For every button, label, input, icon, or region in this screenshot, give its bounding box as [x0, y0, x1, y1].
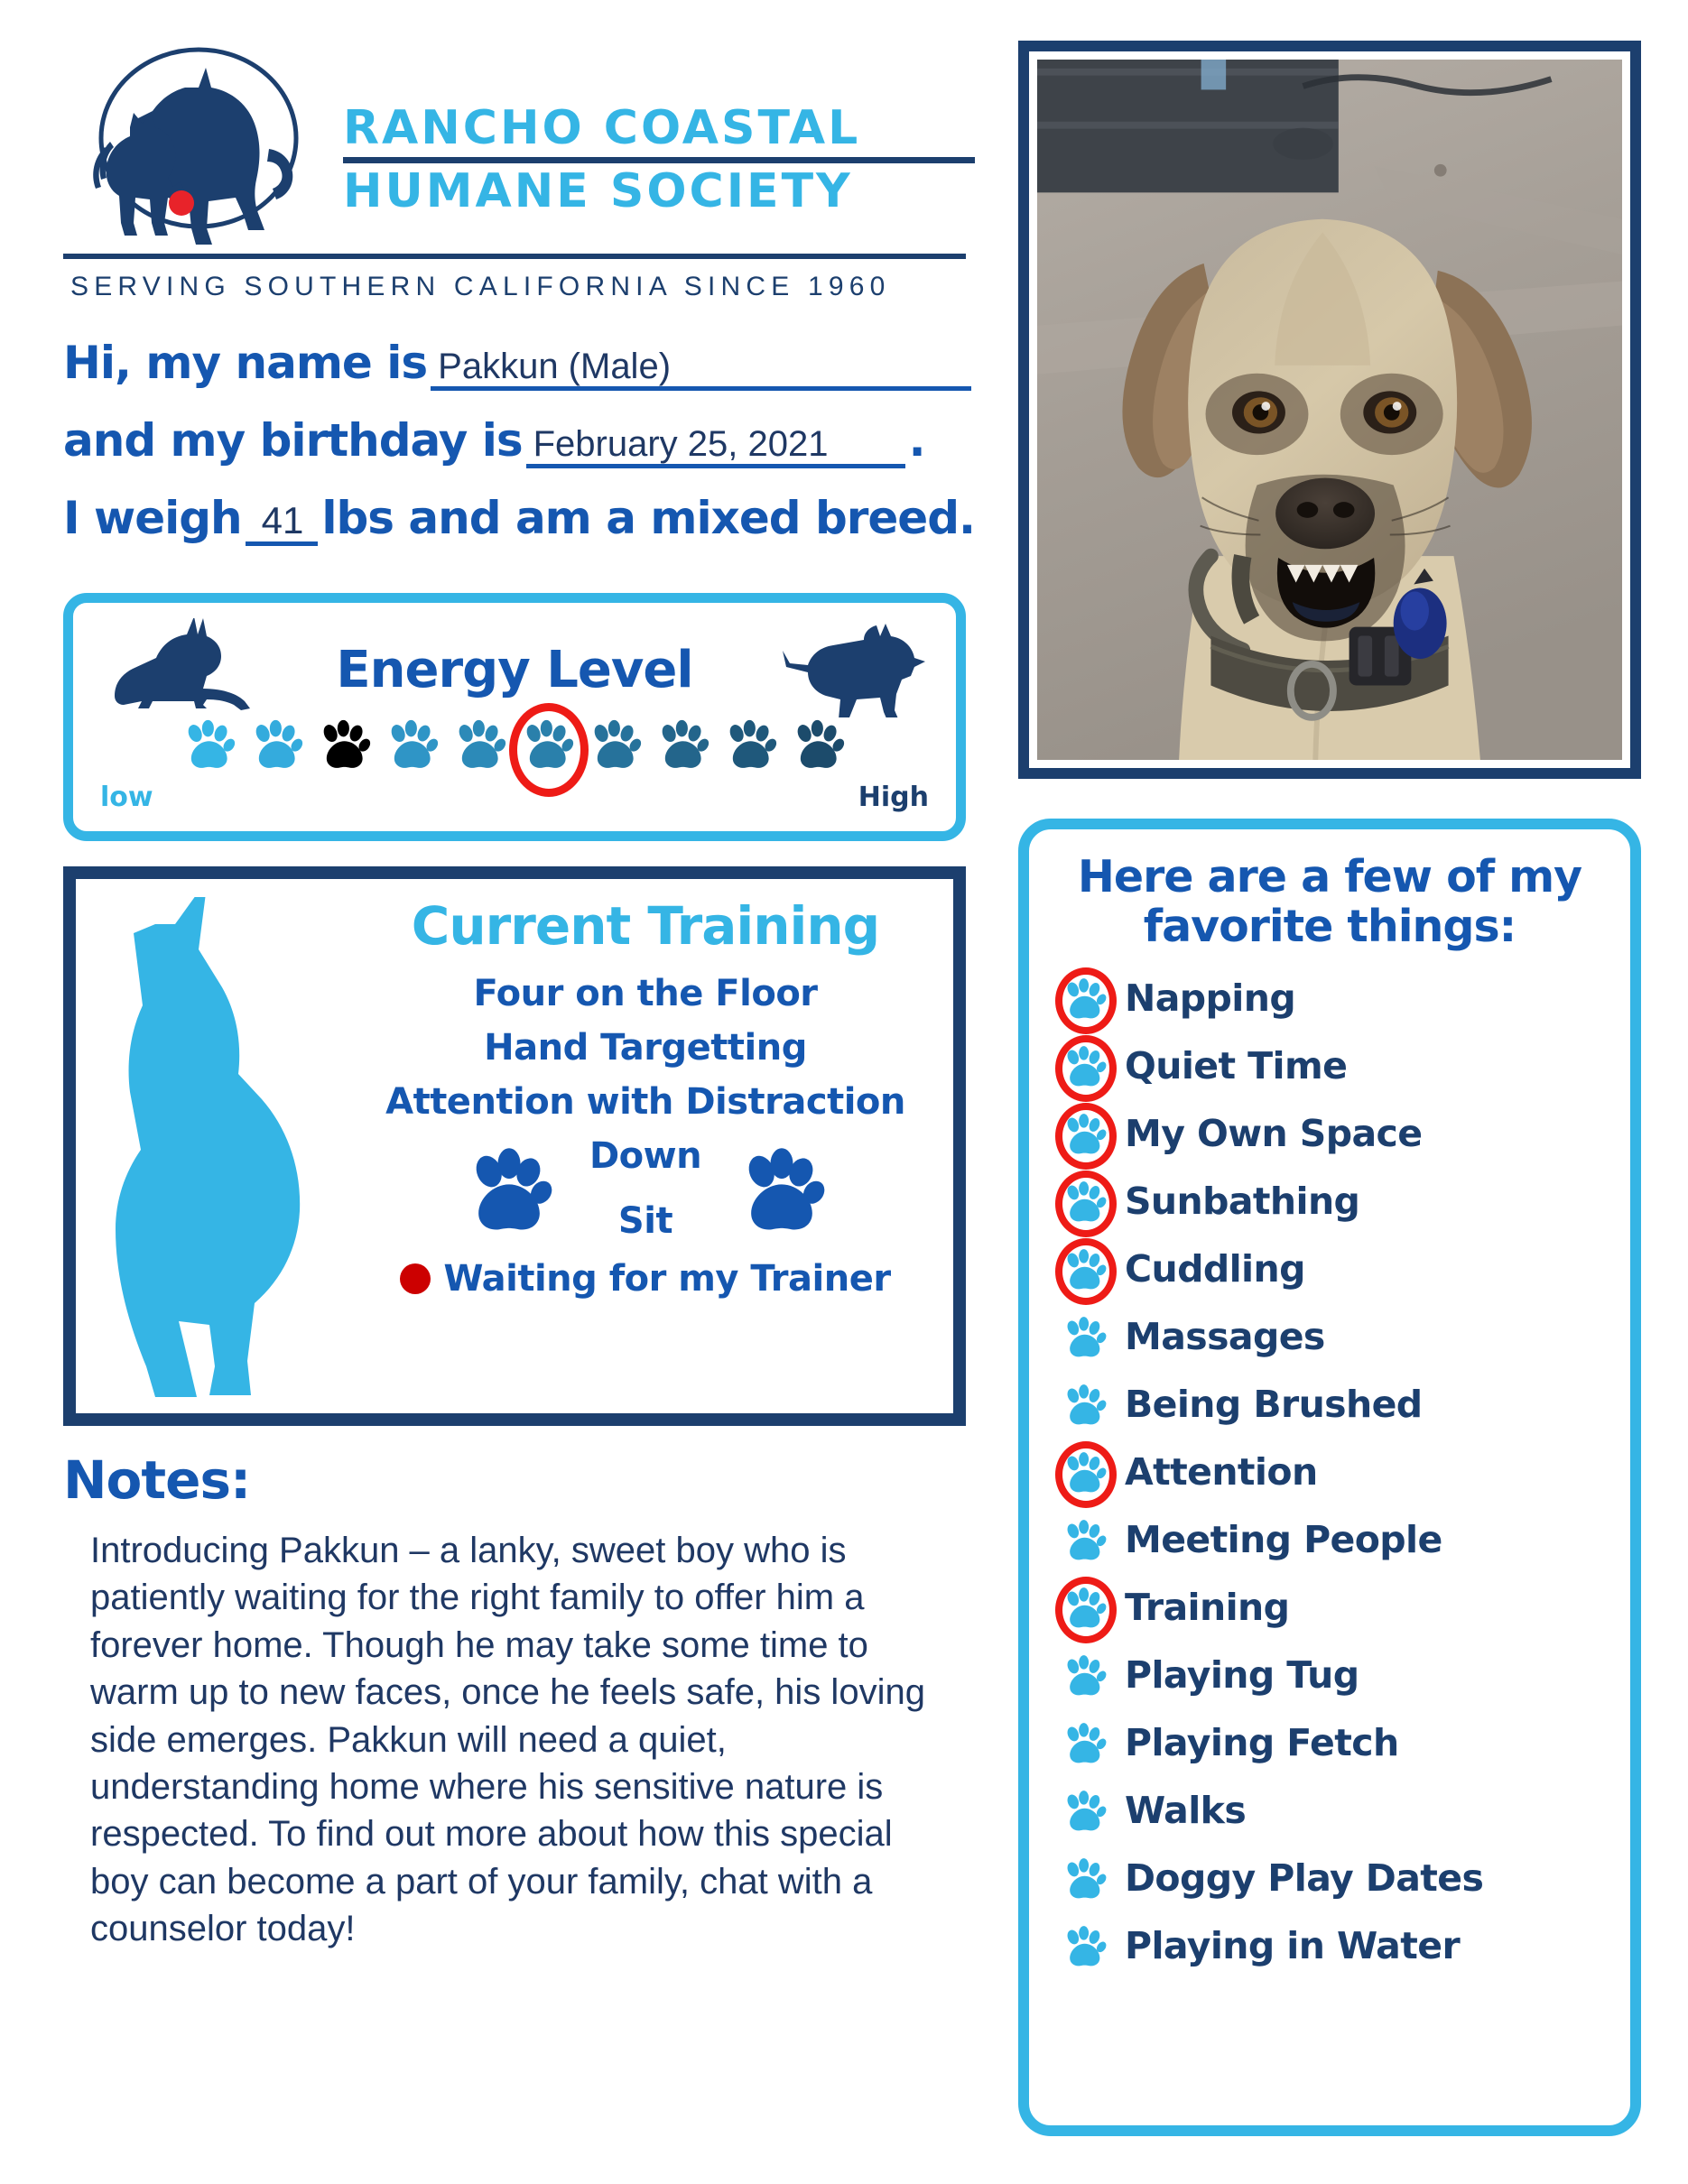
birthday-period: .: [908, 414, 925, 467]
pet-photo-frame: [1018, 41, 1641, 779]
energy-paw-1[interactable]: [182, 717, 238, 780]
training-item: Four on the Floor: [473, 973, 818, 1014]
cue-row: [347, 1135, 944, 1242]
pet-intro-block: [63, 337, 975, 569]
logo-wordmark: [343, 41, 975, 219]
name-line: [63, 337, 975, 414]
paw-icon-right: [737, 1143, 826, 1235]
favorite-item[interactable]: [1060, 1912, 1609, 1980]
waiting-for-trainer-row: [347, 1258, 944, 1300]
favorite-item-label: Attention: [1125, 1450, 1318, 1495]
paw-icon: [1060, 1514, 1110, 1565]
paw-icon-left: [465, 1143, 553, 1235]
paw-icon: [1060, 1108, 1110, 1159]
energy-level-card: [63, 593, 966, 841]
cue-down: Down: [589, 1135, 702, 1177]
paw-icon: [1060, 1447, 1110, 1497]
favorite-item[interactable]: [1060, 1371, 1609, 1439]
org-name-line2: HUMANE SOCIETY: [343, 164, 853, 219]
notes-heading: Notes:: [63, 1449, 251, 1511]
favorite-item[interactable]: [1060, 1032, 1609, 1100]
energy-paw-7[interactable]: [589, 717, 645, 780]
paw-icon: [1060, 1920, 1110, 1971]
paw-icon: [1060, 973, 1110, 1023]
energy-paw-6[interactable]: [521, 717, 577, 780]
logo-bottom-rule: [63, 254, 966, 259]
dog-cat-ball-logo-icon: [63, 41, 334, 253]
favorite-item[interactable]: [1060, 1439, 1609, 1506]
notes-body-text: Introducing Pakkun – a lanky, sweet boy who is patiently waiting for the right family to offer him a forever home. Though he may take some time to warm up to new faces, once he feels safe, his loving side emerges. Pakkun will need a quiet, understanding home where his sensitive nature is respected. To find out more about how this special boy can become a part of your family, chat with a counselor today!: [90, 1531, 925, 1949]
energy-paw-9[interactable]: [724, 717, 780, 780]
favorite-item[interactable]: [1060, 1506, 1609, 1574]
logo-divider-rule: [343, 157, 975, 163]
pet-name-value: Pakkun (Male): [431, 348, 971, 391]
favorite-item[interactable]: [1060, 965, 1609, 1032]
dog-photo: [1037, 60, 1622, 760]
favorite-item-label: Massages: [1125, 1315, 1325, 1359]
weight-line: [63, 492, 975, 569]
name-label: Hi, my name is: [63, 337, 428, 389]
training-text-block: [347, 895, 944, 1300]
training-item: Attention with Distraction: [385, 1081, 905, 1123]
current-training-inner: [76, 879, 953, 1413]
paw-icon: [1060, 1041, 1110, 1091]
favorite-item-label: Playing in Water: [1125, 1924, 1461, 1968]
lying-dog-icon: [104, 618, 257, 722]
favorite-item-label: Napping: [1125, 976, 1296, 1021]
favorite-selected-ring: [1055, 1577, 1117, 1643]
current-training-card: [63, 866, 966, 1426]
paw-icon: [1060, 1379, 1110, 1430]
favorite-item[interactable]: [1060, 1100, 1609, 1168]
favorite-item[interactable]: [1060, 1235, 1609, 1303]
favorite-item-label: Quiet Time: [1125, 1044, 1348, 1088]
org-name-line1: RANCHO COASTAL: [343, 101, 861, 155]
favorite-things-card: [1018, 819, 1641, 2136]
paw-icon: [1060, 1650, 1110, 1700]
energy-paw-5[interactable]: [453, 717, 509, 780]
weight-label-before: I weigh: [63, 492, 242, 544]
favorite-item-label: Doggy Play Dates: [1125, 1856, 1484, 1901]
waiting-for-trainer-label: Waiting for my Trainer: [443, 1258, 891, 1300]
weight-label-after: lbs and am a mixed breed.: [321, 492, 975, 544]
energy-paw-scale: [73, 717, 956, 780]
energy-paw-8[interactable]: [656, 717, 712, 780]
favorite-item-label: Playing Tug: [1125, 1653, 1359, 1698]
favorite-things-title: Here are a few of my favorite things:: [1077, 851, 1582, 952]
birthday-line: [63, 414, 975, 492]
favorite-item[interactable]: [1060, 1845, 1609, 1912]
favorite-selected-ring: [1055, 967, 1117, 1034]
favorite-item-label: Playing Fetch: [1125, 1721, 1399, 1765]
energy-level-title: Energy Level: [336, 640, 693, 699]
organization-logo: [63, 41, 975, 257]
favorite-item-label: Training: [1125, 1586, 1290, 1630]
energy-paw-4[interactable]: [385, 717, 441, 780]
current-training-title: Current Training: [411, 895, 880, 957]
favorite-selected-ring: [1055, 1171, 1117, 1237]
paw-icon: [1060, 1785, 1110, 1836]
favorite-item-label: My Own Space: [1125, 1112, 1423, 1156]
cue-sit: Sit: [617, 1200, 673, 1242]
favorite-item[interactable]: [1060, 1574, 1609, 1642]
energy-paw-2[interactable]: [250, 717, 306, 780]
favorite-item-label: Walks: [1125, 1789, 1247, 1833]
favorite-item[interactable]: [1060, 1168, 1609, 1235]
favorite-selected-ring: [1055, 1103, 1117, 1170]
paw-icon: [1060, 1853, 1110, 1903]
favorite-item[interactable]: [1060, 1642, 1609, 1709]
favorite-selected-ring: [1055, 1035, 1117, 1102]
favorite-item[interactable]: [1060, 1709, 1609, 1777]
energy-scale-labels: [73, 780, 956, 813]
energy-high-label: High: [858, 782, 929, 813]
energy-low-label: low: [100, 782, 153, 813]
favorite-item-label: Cuddling: [1125, 1247, 1305, 1291]
birthday-label: and my birthday is: [63, 414, 523, 467]
pet-birthday-value: February 25, 2021: [526, 426, 905, 468]
left-column: [63, 41, 975, 1953]
favorite-item-label: Being Brushed: [1125, 1383, 1423, 1427]
paw-icon: [1060, 1176, 1110, 1226]
running-dog-icon: [772, 618, 925, 722]
paw-icon: [1060, 1311, 1110, 1362]
energy-paw-3[interactable]: [318, 717, 374, 780]
favorite-things-list: [1060, 965, 1609, 1980]
paw-icon: [1060, 1582, 1110, 1633]
org-tagline: SERVING SOUTHERN CALIFORNIA SINCE 1960: [70, 272, 891, 301]
energy-paw-10[interactable]: [792, 717, 848, 780]
energy-header: [73, 603, 956, 720]
sitting-dog-silhouette-icon: [92, 897, 381, 1402]
right-column: [1018, 41, 1641, 2136]
favorite-selected-ring: [1055, 1238, 1117, 1305]
favorite-item[interactable]: [1060, 1303, 1609, 1371]
favorite-selected-ring: [1055, 1441, 1117, 1508]
training-item: Hand Targetting: [484, 1027, 807, 1069]
favorite-item-label: Sunbathing: [1125, 1180, 1360, 1224]
pet-weight-value: 41: [246, 502, 319, 546]
paw-icon: [1060, 1717, 1110, 1768]
favorite-item-label: Meeting People: [1125, 1518, 1442, 1562]
red-dot-icon: [400, 1263, 431, 1294]
cue-labels: [589, 1135, 701, 1242]
paw-icon: [1060, 1244, 1110, 1294]
favorite-item[interactable]: [1060, 1777, 1609, 1845]
